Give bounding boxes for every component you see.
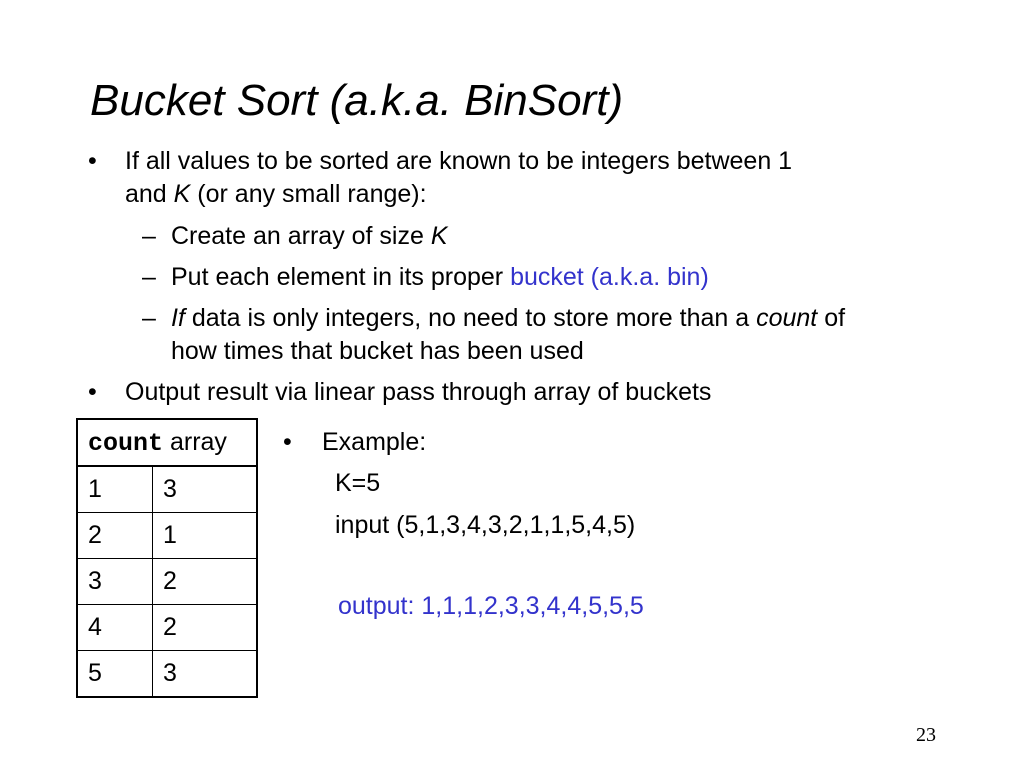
example-output-line: output: 1,1,1,2,3,3,4,4,5,5,5 [338,592,644,620]
sub-bullet-1-text: Create an array of size [171,222,431,250]
sub-bullet-2 [171,261,709,294]
count-table-value: 3 [153,651,258,698]
sub-bullet-1-k-symbol: K [430,222,448,250]
count-array-table [76,418,258,698]
count-table-value: 3 [153,466,258,513]
sub-bullet-1 [171,220,448,253]
count-table-header-code: count [88,428,164,458]
bullet-2-text: Output result via linear pass through array of buckets [125,378,712,406]
count-table-row [77,651,257,698]
bullet-1-k-symbol: K [173,180,191,208]
bullet-1-line-1: If all values to be sorted are known to be integers between 1 [125,147,793,175]
count-table-row [77,513,257,559]
sub-bullet-3-line-1 [171,302,845,335]
sub-bullet-2-highlight: bucket (a.k.a. bin) [510,263,709,291]
sub-bullet-3-line-2: how times that bucket has been used [171,337,584,365]
sub-bullet-marker-1: – [142,222,156,250]
sub-bullet-3-count-word: count [756,304,818,332]
count-table-header-text: array [163,427,227,456]
count-table-header [77,419,257,466]
sub-bullet-3-text-b: of [817,304,846,332]
bullet-1-range-text: (or any small range): [190,180,427,208]
bullet-1-and-text: and [125,180,174,208]
count-table-row [77,466,257,513]
count-table-key: 2 [77,513,153,559]
example-bullet-marker: • [283,428,292,456]
bullet-marker-1: • [88,147,97,175]
count-table-key: 3 [77,559,153,605]
sub-bullet-marker-3: – [142,304,156,332]
count-table-key: 1 [77,466,153,513]
count-table-row [77,559,257,605]
bullet-1-line-2 [125,178,427,211]
sub-bullet-3-text-a: data is only integers, no need to store more than a [184,304,757,332]
count-table-header-row [77,419,257,466]
count-table-key: 5 [77,651,153,698]
count-table-value: 2 [153,605,258,651]
sub-bullet-marker-2: – [142,263,156,291]
slide-title: Bucket Sort (a.k.a. BinSort) [90,76,624,125]
example-input-line: input (5,1,3,4,3,2,1,1,5,4,5) [335,511,636,539]
count-table-value: 2 [153,559,258,605]
page-number: 23 [916,724,936,746]
count-table-row [77,605,257,651]
sub-bullet-3-if-word: If [171,304,185,332]
example-k-line: K=5 [335,469,381,497]
count-table-key: 4 [77,605,153,651]
sub-bullet-2-text: Put each element in its proper [171,263,511,291]
example-label: Example: [322,428,427,456]
count-table-value: 1 [153,513,258,559]
bullet-marker-2: • [88,378,97,406]
